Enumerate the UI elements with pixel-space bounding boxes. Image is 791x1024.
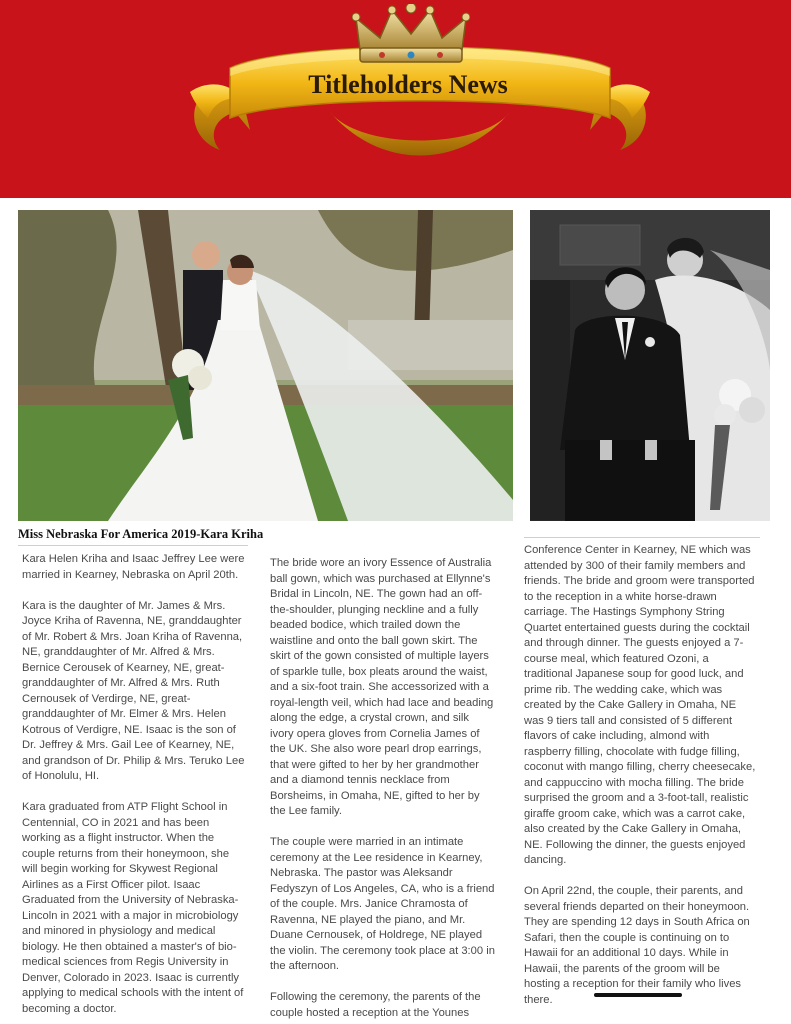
paragraph: Conference Center in Kearney, NE which was attended by 300 of their family members and friends. The bride and groom were transported to the reception in a white horse-drawn carriage. The Hastings Symphony String Quartet entertained guests during the cocktail and through dinner. The guests enjoyed a 7-course meal, which featured Ozoni, a traditional Japanese soup for good luck, and prime rib. The wedding cake, which was created by the Cake Gallery in Omaha, NE was 9 tiers tall and consisted of 5 different flavors of cake including, almond with raspberry filling, chocolate with fudge filling, coconut with mango filling, cherry cheesecake, and cappuccino with mocha filling. The bride surprised the groom and a 3-foot-tall, realistic giraffe groom cake, which was a carrot cake, also created by the Cake Gallery in Omaha, NE. Following the dinner, the guests enjoyed dancing. <box>524 544 756 866</box>
bride-and-groom-black-white-photo <box>530 210 770 521</box>
paragraph: The couple were married in an intimate ceremony at the Lee residence in Kearney, Nebraska. The pastor was Aleksandr Fedyszyn of Los Angeles, CA, who is a friend of the couple. Mrs. Janice Chramosta of Ravenna, NE played the piano, and Mr. Duane Cernousek, of Holdrege, NE played the violin. The ceremony took place at 3:00 in the afternoon. <box>270 836 495 972</box>
home-indicator[interactable] <box>594 993 682 997</box>
paragraph: Kara Helen Kriha and Isaac Jeffrey Lee were married in Kearney, Nebraska on April 20th. <box>22 553 245 581</box>
paragraph: On April 22nd, the couple, their parents, and several friends departed on their honeymoon. They are spending 12 days in South Africa on Safari, then the couple is continuing on to Hawaii for an additional 10 days. While in Hawaii, the parents of the groom will be hosting a reception for their family who lives there. <box>524 885 750 1006</box>
article-column-3 <box>524 543 759 1008</box>
paragraph: Kara is the daughter of Mr. James & Mrs. Joyce Kriha of Ravenna, NE, granddaughter of Mr. Robert & Mrs. Joan Kriha of Ravenna, NE, granddaughter of Mr. Alfred & Mrs. Bernice Cerousek of Kearney, NE, great-granddaughter of Mr. Alfred & Mrs. Ruth Cernousek of Verdirge, NE, great-granddaughter of Mr. Elmer & Mrs. Helen Kotrous of Verdigre, NE. Isaac is the son of Dr. Jeffrey & Mrs. Gail Lee of Kearney, NE, and grandson of Dr. Philip & Mrs. Teruko Lee of Honolulu, HI. <box>22 599 245 782</box>
masthead-banner <box>0 0 791 198</box>
paragraph: Following the ceremony, the parents of the couple hosted a reception at the Younes <box>270 991 481 1019</box>
paragraph: The bride wore an ivory Essence of Australia ball gown, which was purchased at Ellynne's Bridal in Lincoln, NE. The gown had an off-the-shoulder, plunging neckline and a fully beaded bodice, which trailed down the waistline and onto the ball gown skirt. The skirt of the gown consisted of multiple layers of sparkle tulle, box pleats around the waist, and a six-foot train. She accessorized with a royal-length veil, which had lace and beading along the edge, a crystal crown, and silk ivory opera gloves from Cornelia James of the UK. She also wore pearl drop earrings, that were gifted to her by her grandmother and a diamond tennis necklace from Borsheims, in Omaha, NE, gifted to her by the Lee family. <box>270 557 494 817</box>
divider <box>18 545 248 546</box>
article-column-1 <box>22 552 247 1024</box>
masthead-title: Titleholders News <box>308 70 508 99</box>
bride-and-father-color-photo <box>18 210 513 521</box>
photo-caption: Miss Nebraska For America 2019-Kara Kriha <box>18 527 264 541</box>
crown-icon <box>352 4 470 68</box>
divider <box>524 537 760 538</box>
paragraph: Kara graduated from ATP Flight School in Centennial, CO in 2021 and has been working as a flight instructor. When the couple returns from their honeymoon, she will begin working for Skywest Regional Airlines as a First Officer pilot. Isaac Graduated from the University of Nebraska-Lincoln in 2021 with a major in microbiology and minored in physiology and medical biology. He then obtained a master's of bio-medical sciences from Regis University in Denver, Colorado in 2023. Isaac is currently applying to medical schools with the intent of becoming a doctor. <box>22 801 244 1015</box>
article-column-2 <box>270 556 495 1021</box>
